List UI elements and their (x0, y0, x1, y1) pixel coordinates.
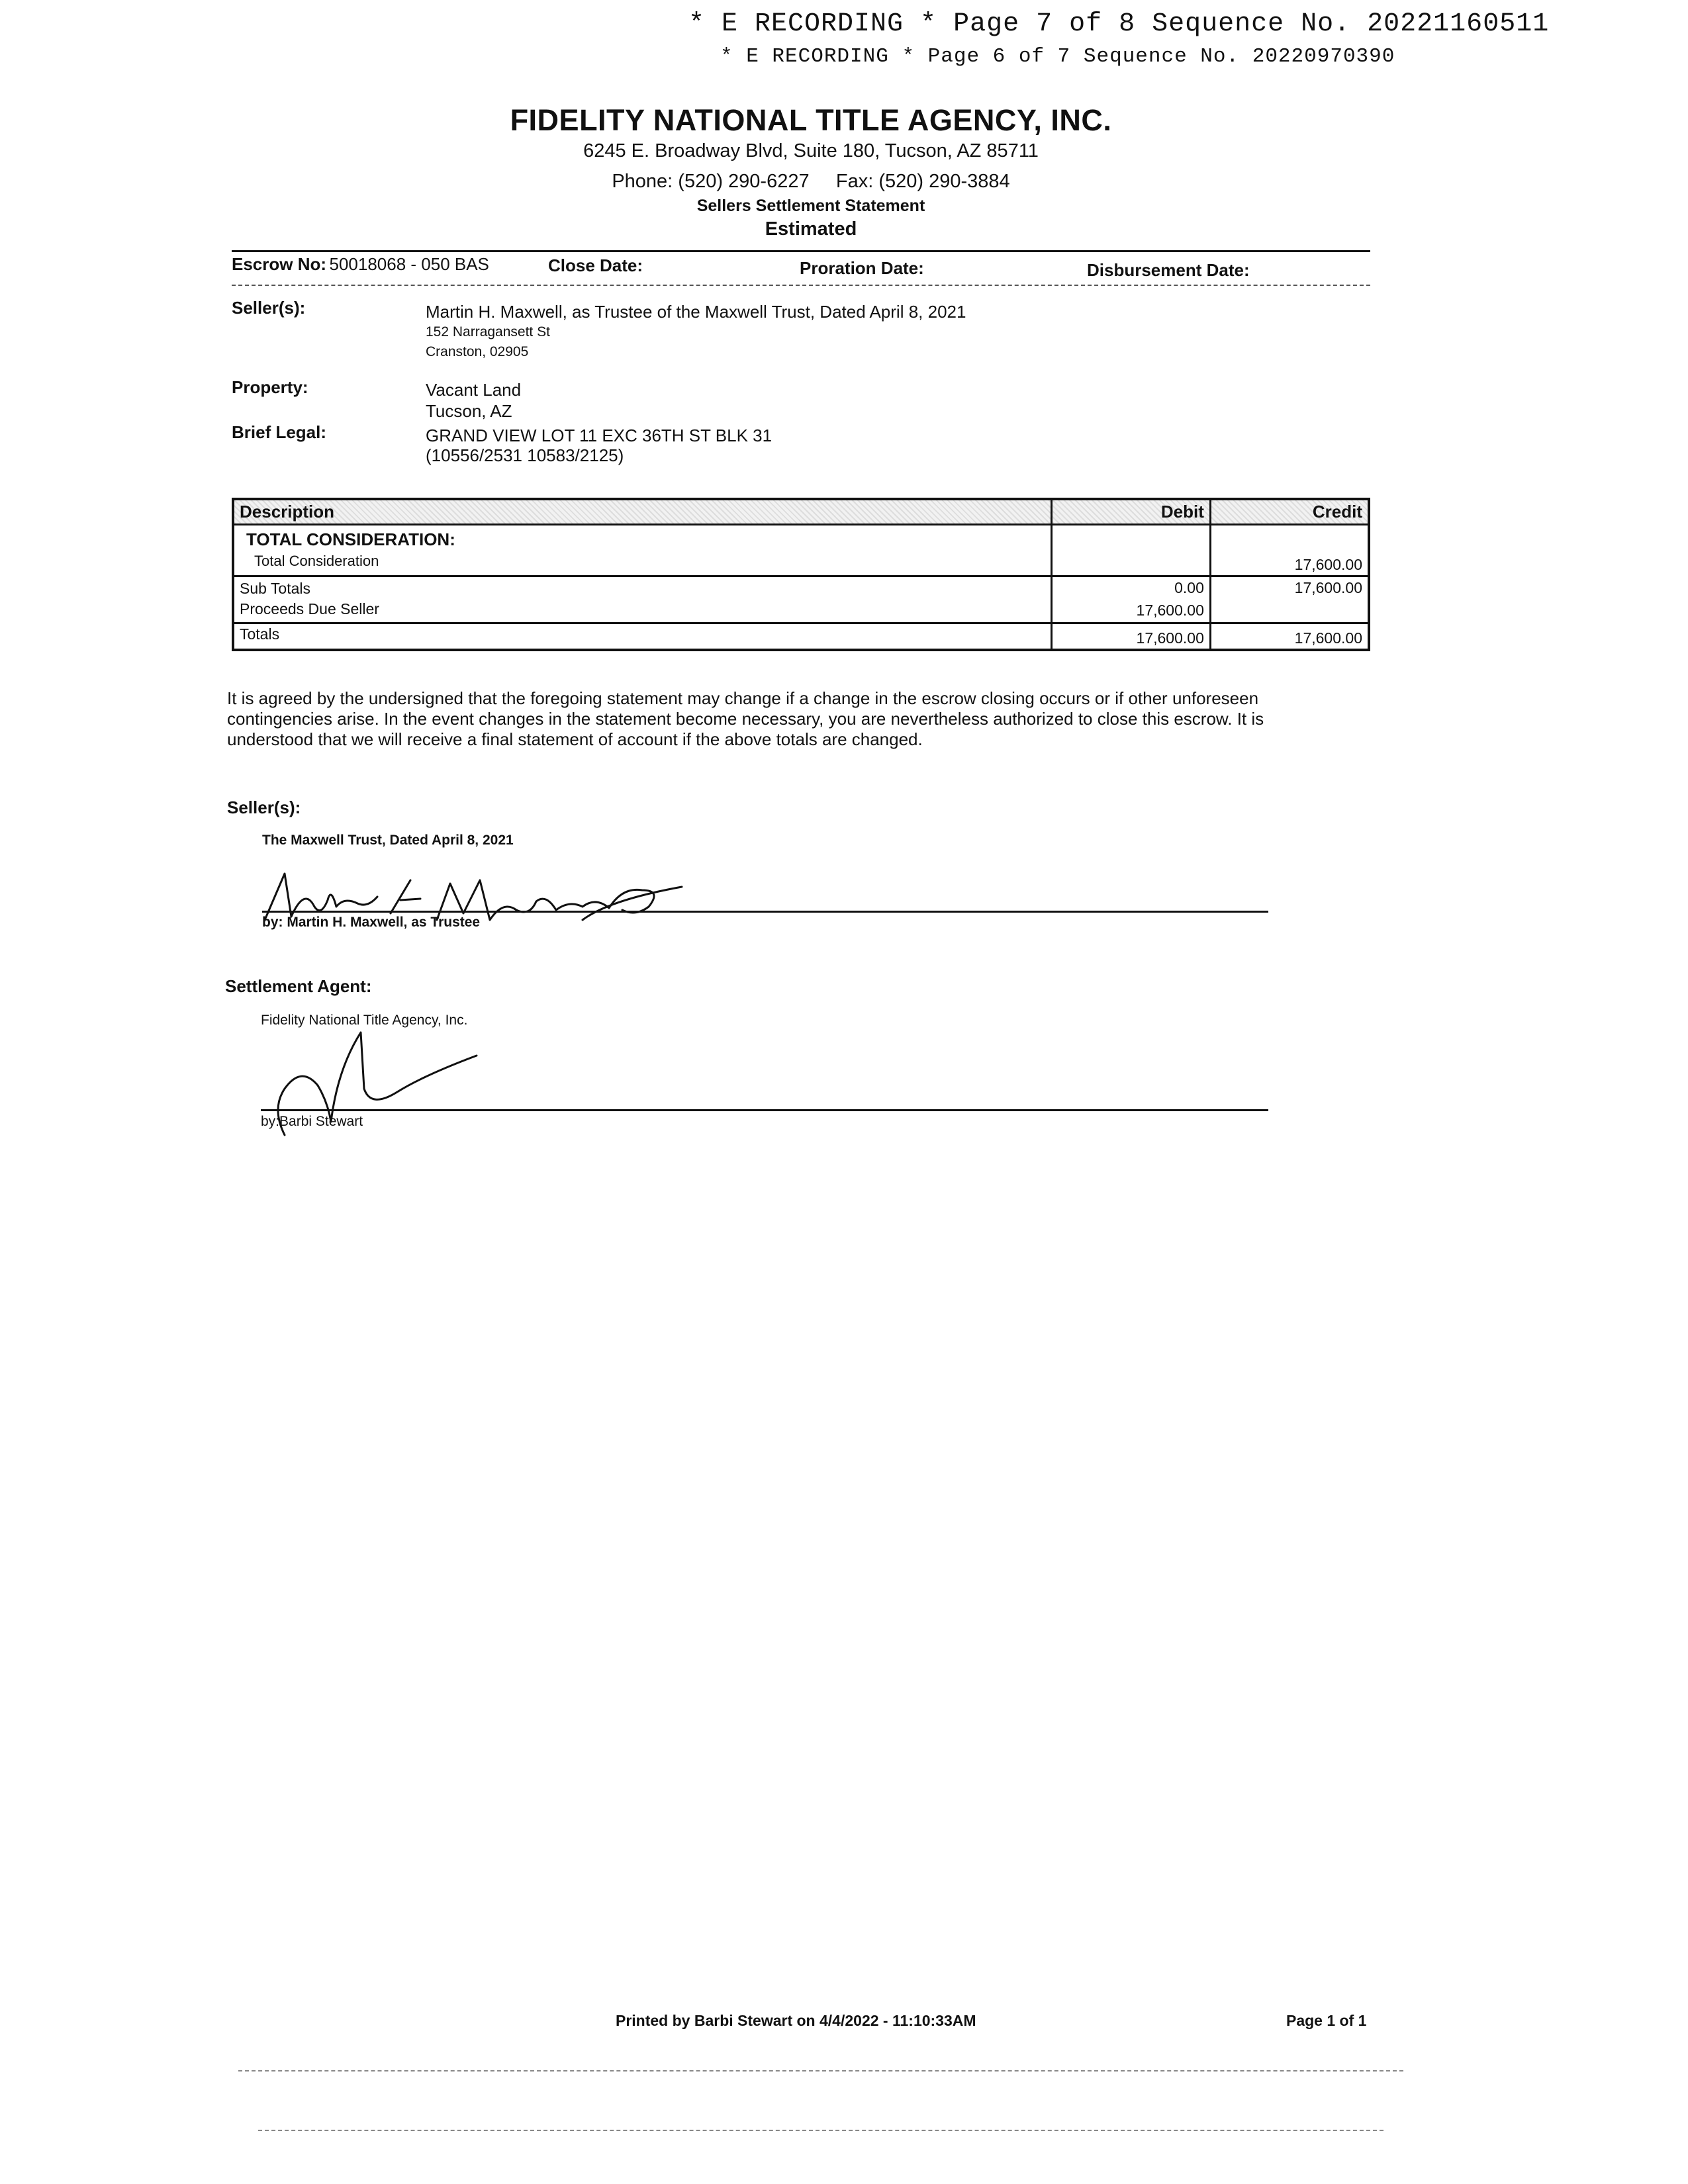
footer-scan-rule-2 (258, 2130, 1383, 2131)
company-phone: Phone: (520) 290-6227 (612, 171, 810, 192)
seller-signer: by: Martin H. Maxwell, as Trustee (262, 915, 481, 930)
agent-signature-line (261, 1109, 1268, 1111)
table-row (233, 576, 1369, 600)
escrow-top-rule (232, 250, 1370, 252)
seller-signature-label: Seller(s): (227, 797, 301, 817)
escrow-bottom-rule (232, 285, 1370, 286)
row-debit: 17,600.00 (1052, 623, 1211, 651)
recording-stamp-primary: * E RECORDING * Page 7 of 8 Sequence No. 20221160511 (688, 9, 1550, 39)
escrow-number-field (232, 254, 489, 275)
brief-legal-line-2: (10556/2531 10583/2125) (426, 445, 624, 465)
settlement-agent-label: Settlement Agent: (225, 976, 372, 996)
proration-date-label: Proration Date: (800, 258, 924, 278)
printed-by: Printed by Barbi Stewart on 4/4/2022 - 11:10:33AM (616, 2012, 976, 2029)
recording-stamp-secondary: * E RECORDING * Page 6 of 7 Sequence No. 20220970390 (720, 45, 1395, 68)
table-header-row (233, 499, 1369, 525)
escrow-number: 50018068 - 050 BAS (329, 254, 489, 274)
company-name: FIDELITY NATIONAL TITLE AGENCY, INC. (510, 103, 1112, 137)
table-row (233, 599, 1369, 623)
credit-header: Credit (1210, 499, 1369, 525)
property-line-1: Vacant Land (426, 380, 522, 400)
seller-street: 152 Narragansett St (426, 324, 550, 340)
agent-entity: Fidelity National Title Agency, Inc. (261, 1013, 468, 1028)
description-header: Description (233, 499, 1052, 525)
company-address: 6245 E. Broadway Blvd, Suite 180, Tucson, AZ 85711 (583, 140, 1039, 161)
property-label: Property: (232, 377, 308, 397)
debit-header: Debit (1052, 499, 1211, 525)
row-label: Sub Totals (233, 576, 1052, 600)
row-label: Total Consideration (233, 551, 1052, 576)
row-credit (1210, 599, 1369, 623)
settlement-table (232, 498, 1370, 651)
row-label: Totals (233, 623, 1052, 651)
row-credit: 17,600.00 (1210, 576, 1369, 600)
page-number: Page 1 of 1 (1286, 2012, 1367, 2029)
row-debit (1052, 551, 1211, 576)
company-contact (0, 171, 1622, 193)
row-label: Proceeds Due Seller (233, 599, 1052, 623)
brief-legal-label: Brief Legal: (232, 422, 327, 442)
section-heading: TOTAL CONSIDERATION: (233, 525, 1052, 552)
escrow-label: Escrow No: (232, 254, 327, 274)
agent-signer: by:Barbi Stewart (261, 1114, 363, 1129)
seller-city: Cranston, 02905 (426, 344, 529, 359)
row-credit: 17,600.00 (1210, 623, 1369, 651)
seller-name: Martin H. Maxwell, as Trustee of the Maxwell Trust, Dated April 8, 2021 (426, 302, 966, 322)
close-date-label: Close Date: (548, 255, 643, 275)
disbursement-date-label: Disbursement Date: (1087, 260, 1250, 280)
agreement-text: It is agreed by the undersigned that the foregoing statement may change if a change in the escrow closing occurs or if other unforeseen contingencies arise. In the event changes in the statement become necessary, you are nevertheless authorized to close this escrow. It is understood that we will receive a final statement of account if the above totals are changed. (227, 688, 1264, 749)
statement-title: Sellers Settlement Statement (696, 197, 925, 215)
section-heading-row (233, 525, 1369, 552)
row-debit: 0.00 (1052, 576, 1211, 600)
company-fax: Fax: (520) 290-3884 (835, 171, 1010, 192)
table-row (233, 551, 1369, 576)
row-credit: 17,600.00 (1210, 551, 1369, 576)
seller-entity: The Maxwell Trust, Dated April 8, 2021 (262, 833, 514, 848)
seller-signature-line (262, 911, 1268, 913)
brief-legal-line-1: GRAND VIEW LOT 11 EXC 36TH ST BLK 31 (426, 426, 773, 445)
totals-row (233, 623, 1369, 651)
property-line-2: Tucson, AZ (426, 401, 512, 421)
row-debit: 17,600.00 (1052, 599, 1211, 623)
statement-status: Estimated (765, 218, 857, 240)
seller-label: Seller(s): (232, 298, 306, 318)
footer-scan-rule-1 (238, 2070, 1403, 2071)
